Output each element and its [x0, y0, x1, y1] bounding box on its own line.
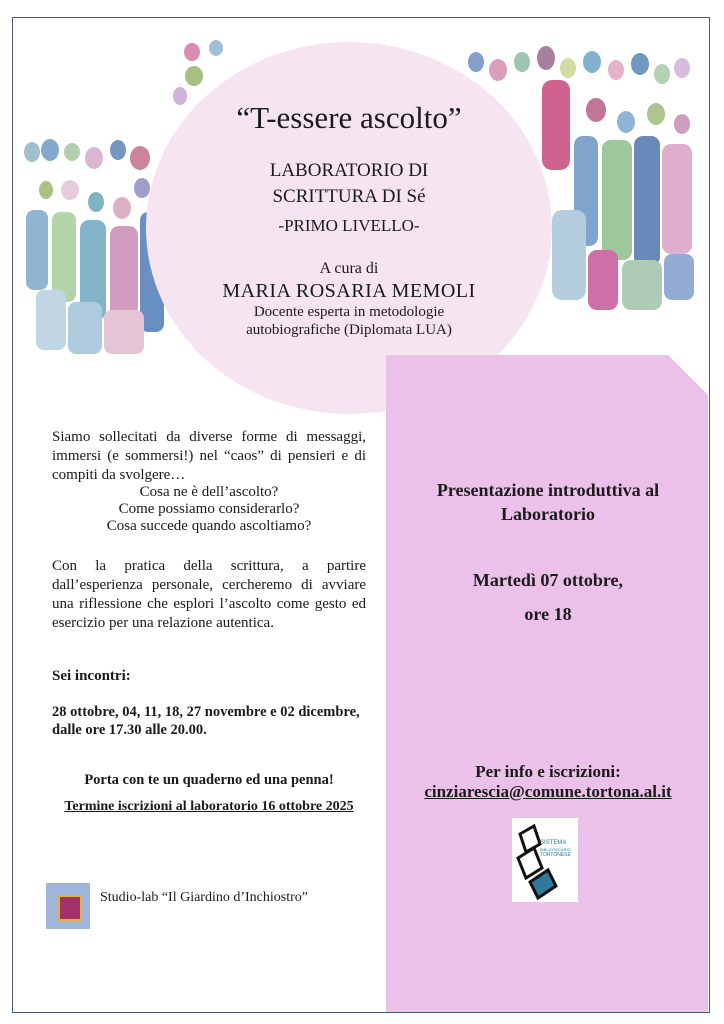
body-line3: una riflessione che esplori l’ascolto come gesto ed [52, 596, 366, 612]
author-name: MARIA ROSARIA MEMOLI [222, 280, 476, 302]
body-line4: esercizio per una relazione autentica. [52, 615, 274, 631]
question-2: Come possiamo considerarlo? [118, 501, 300, 517]
meeting-dates: 28 ottobre, 04, 11, 18, 27 novembre e 02 dicembre, [52, 704, 360, 720]
studio-label: Studio-lab “Il Giardino d’Inchiostro” [100, 890, 309, 905]
intro-line3: compiti da svolgere… [52, 467, 186, 483]
info-panel [386, 355, 708, 1012]
studio-logo-icon [58, 895, 82, 921]
bring-note: Porta con te un quaderno ed una penna! [84, 772, 334, 788]
question-3: Cosa succede quando ascoltiamo? [106, 518, 312, 534]
workshop-label-line2: SCRITTURA DI Sé [272, 186, 426, 207]
library-logo-text3: TORTONESE [540, 852, 571, 858]
author-role-line2: autobiografiche (Diplomata LUA) [246, 322, 452, 338]
event-title: “T-essere ascolto” [236, 100, 462, 135]
library-logo-text2: BIBLIOTECARIO [540, 847, 571, 852]
presentation-time: ore 18 [524, 604, 572, 624]
library-logo [512, 818, 578, 902]
info-heading: Per info e iscrizioni: [475, 762, 621, 781]
body-line1: Con la pratica della scrittura, a partire [52, 558, 366, 574]
author-role-line1: Docente esperta in metodologie [253, 304, 445, 320]
library-logo-text1: SISTEMA [540, 840, 567, 846]
workshop-label-line1: LABORATORIO DI [269, 160, 429, 181]
contact-email-link[interactable]: cinziarescia@comune.tortona.al.it [424, 782, 672, 801]
level-label: -PRIMO LIVELLO- [278, 216, 420, 235]
registration-deadline: Termine iscrizioni al laboratorio 16 ottobre 2025 [64, 799, 354, 814]
presentation-title-line2: Laboratorio [501, 504, 595, 524]
library-logo-icon [512, 818, 578, 902]
intro-line1: Siamo sollecitati da diverse forme di messaggi, [52, 429, 366, 445]
body-line2: dall’esperienza personale, cercheremo di avviare [52, 577, 366, 593]
presentation-title-line1: Presentazione introduttiva al [436, 480, 660, 500]
presentation-date: Martedì 07 ottobre, [472, 570, 624, 590]
intro-line2: immersi (e sommersi!) nel “caos” di pensieri e di [52, 448, 366, 464]
question-1: Cosa ne è dell’ascolto? [139, 484, 279, 500]
meeting-hours: dalle ore 17.30 alle 20.00. [52, 722, 207, 738]
studio-logo [46, 883, 90, 929]
meetings-heading: Sei incontri: [52, 668, 131, 684]
curated-by-label: A cura di [319, 260, 379, 277]
